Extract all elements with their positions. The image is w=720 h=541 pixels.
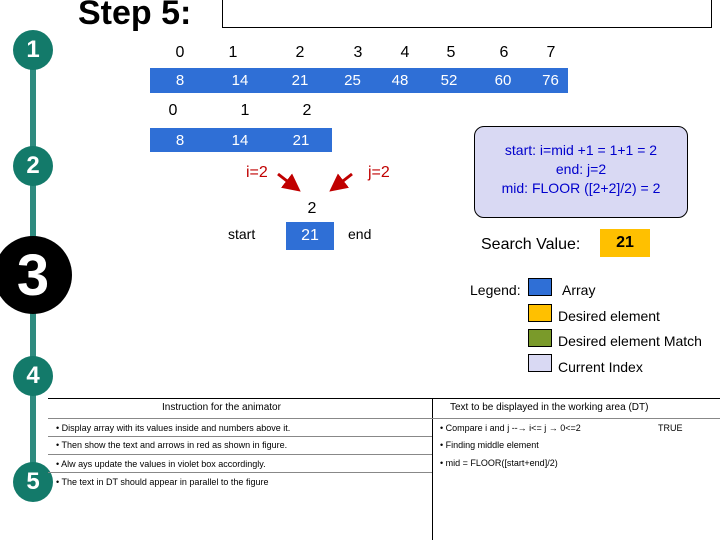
table-divider <box>432 398 433 540</box>
legend-label-match: Desired element Match <box>558 333 702 349</box>
right-bullet-3-text: mid = FLOOR([start+end]/2) <box>445 458 558 468</box>
array2-cell-1: 14 <box>231 131 249 149</box>
title-bar-box <box>222 0 712 28</box>
header-divider <box>48 418 720 419</box>
array1-index-5: 5 <box>446 44 456 61</box>
array1-cell-4: 48 <box>391 72 409 89</box>
array2-index-0: 0 <box>168 102 178 119</box>
info-line-end: end: j=2 <box>555 161 607 177</box>
page-title: Step 5: <box>78 0 192 32</box>
array1-index-1: 1 <box>228 44 238 61</box>
array1-cell-5: 52 <box>440 72 458 89</box>
mid-index: 2 <box>307 200 317 217</box>
array1-index-3: 3 <box>353 44 363 61</box>
step-marker-5: 5 <box>13 462 53 502</box>
array1-cell-1: 14 <box>231 72 249 89</box>
left-bullet-2-text: Then show the text and arrows in red as shown in figure. <box>61 440 288 450</box>
right-bullet-3: • mid = FLOOR([start+end]/2) <box>440 458 558 468</box>
mid-cell: 21 <box>301 227 319 244</box>
start-label: start <box>228 226 256 242</box>
left-bullet-3-text: Alw ays update the values in violet box accordingly. <box>61 459 266 469</box>
array2 <box>150 128 332 152</box>
array1-index-2: 2 <box>295 44 305 61</box>
legend-swatch-match <box>528 329 552 347</box>
legend-label-desired: Desired element <box>558 308 660 324</box>
array1-cell-0: 8 <box>175 72 185 89</box>
right-bullet-1-result: TRUE <box>658 423 683 433</box>
mid-element <box>286 222 334 250</box>
array1-cell-6: 60 <box>494 72 512 89</box>
left-bullet-4-text: The text in DT should appear in parallel to the figure <box>61 477 269 487</box>
array1-index-0: 0 <box>175 44 185 61</box>
array2-cell-0: 8 <box>175 131 185 149</box>
instruction-table <box>48 398 720 541</box>
right-bullet-2-text: Finding middle element <box>445 440 539 450</box>
array2-index-1: 1 <box>240 102 250 119</box>
left-bullet-1-text: Display array with its values inside and numbers above it. <box>61 423 291 433</box>
left-column-header: Instruction for the animator <box>162 402 281 413</box>
end-label: end <box>348 226 372 242</box>
array2-cell-2: 21 <box>292 131 310 149</box>
legend-swatch-current <box>528 354 552 372</box>
row-divider <box>48 436 432 437</box>
step-marker-2: 2 <box>13 146 53 186</box>
step-marker-4: 4 <box>13 356 53 396</box>
pointer-arrows <box>270 168 360 198</box>
i-arrow <box>278 174 296 188</box>
legend-swatch-desired <box>528 304 552 322</box>
row-divider <box>48 454 432 455</box>
legend-swatch-array <box>528 278 552 296</box>
j-arrow <box>334 174 352 188</box>
i-label: i=2 <box>246 164 268 181</box>
right-bullet-1: • Compare i and j --→ i<= j → 0<=2 TRUE <box>440 423 683 433</box>
array1-index-7: 7 <box>546 44 556 61</box>
array1-cell-3: 25 <box>344 72 361 89</box>
array1-cell-2: 21 <box>291 72 309 89</box>
search-value: 21 <box>600 229 650 257</box>
legend-label-current: Current Index <box>558 359 643 375</box>
left-bullet-3: • Alw ays update the values in violet box accordingly. <box>56 459 266 469</box>
right-bullet-1-text: Compare i and j --→ i<= j → 0<=2 <box>445 423 581 433</box>
info-line-mid: mid: FLOOR ([2+2]/2) = 2 <box>501 180 661 196</box>
step-marker-1: 1 <box>13 30 53 70</box>
row-divider <box>48 472 432 473</box>
left-bullet-1: • Display array with its values inside and numbers above it. <box>56 423 291 433</box>
array1-cell-7: 76 <box>542 72 559 89</box>
left-bullet-4: • The text in DT should appear in parallel to the figure <box>56 477 269 487</box>
right-column-header: Text to be displayed in the working area (DT) <box>450 402 649 413</box>
step-marker-3: 3 <box>0 236 72 314</box>
array2-index-2: 2 <box>302 102 312 119</box>
current-index-box <box>474 126 688 218</box>
array1-index-6: 6 <box>499 44 509 61</box>
array1 <box>150 68 568 93</box>
left-bullet-2: • Then show the text and arrows in red as shown in figure. <box>56 440 288 450</box>
array1-index-4: 4 <box>400 44 410 61</box>
j-label: j=2 <box>368 164 390 181</box>
legend-label-array: Array <box>562 282 596 298</box>
legend-title: Legend: <box>470 282 521 298</box>
info-line-start: start: i=mid +1 = 1+1 = 2 <box>504 142 658 158</box>
right-bullet-2: • Finding middle element <box>440 440 539 450</box>
search-label: Search Value: <box>481 236 581 253</box>
